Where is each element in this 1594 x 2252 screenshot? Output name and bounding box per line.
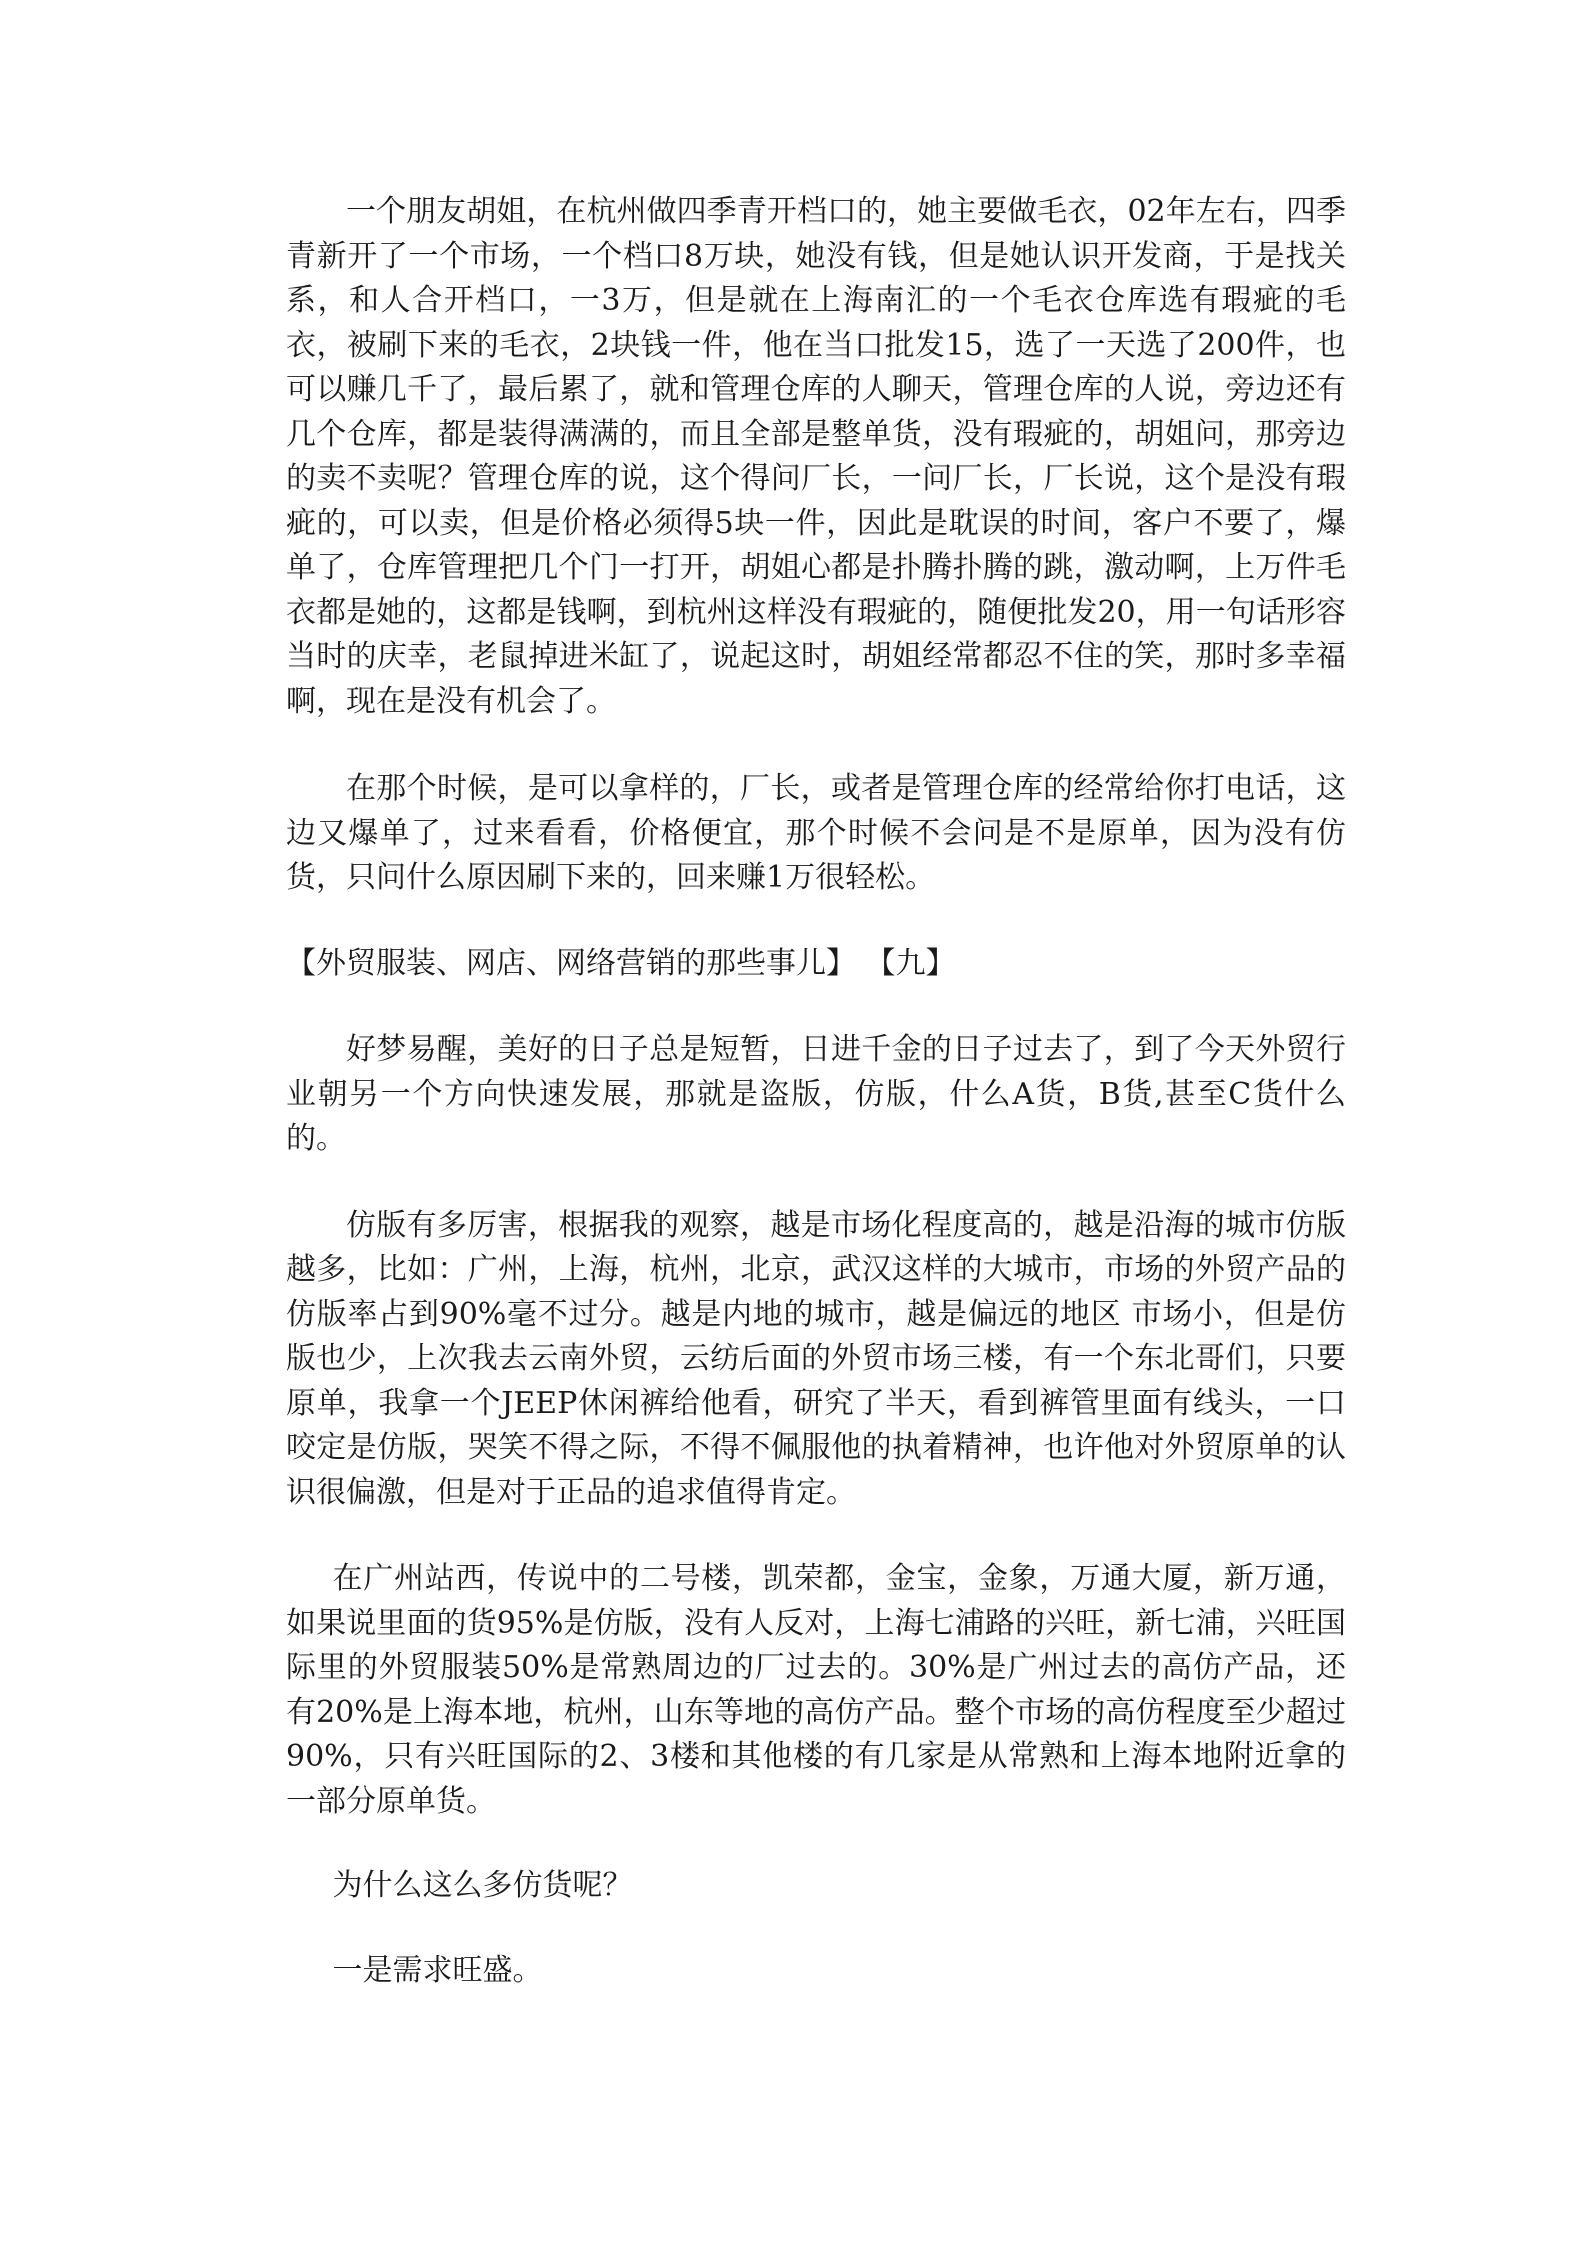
paragraph-spacer: [286, 901, 1346, 942]
paragraph-hu-jie-story: 一个朋友胡姐，在杭州做四季青开档口的，她主要做毛衣，02年左右，四季青新开了一个市场，一个档口8万块，她没有钱，但是她认识开发商，于是找关系，和人合开档口，一3万，但是就在上海南汇的一个毛衣仓库选有瑕疵的毛衣，被刷下来的毛衣，2块钱一件，他在当口批发15，选了一天选了200件，也可以赚几千了，最后累了，就和管理仓库的人聊天，管理仓库的人说，旁边还有几个仓库，都是装得满满的，而且全部是整单货，没有瑕疵的，胡姐问，那旁边的卖不卖呢？管理仓库的说，这个得问厂长，一问厂长，厂长说，这个是没有瑕疵的，可以卖，但是价格必须得5块一件，因此是耽误的时间，客户不要了，爆单了，仓库管理把几个门一打开，胡姐心都是扑腾扑腾的跳，激动啊，上万件毛衣都是她的，这都是钱啊，到杭州这样没有瑕疵的，随便批发20，用一句话形容当时的庆幸，老鼠掉进米缸了，说起这时，胡姐经常都忍不住的笑，那时多幸福啊，现在是没有机会了。: [286, 194, 1346, 719]
paragraph-spacer: [286, 1909, 1346, 1949]
paragraph-question: 为什么这么多仿货呢？: [332, 1868, 633, 1903]
paragraph-spacer: [286, 1162, 1346, 1204]
paragraph-counterfeit-observation: 仿版有多厉害，根据我的观察，越是市场化程度高的，越是沿海的城市仿版越多，比如：广州，上海，杭州，北京，武汉这样的大城市，市场的外贸产品的仿版率占到90%毫不过分。越是内地的城市，越是偏远的地区 市场小，但是仿版也少，上次我去云南外贸，云纺后面的外贸市场三楼，有一个东北哥们，只要原单，我拿一个JEEP休闲裤给他看，研究了半天，看到裤管里面有线头，一口咬定是仿版，哭笑不得之际，不得不佩服他的执着精神，也许他对外贸原单的认识很偏激，但是对于正品的追求值得肯定。: [286, 1207, 1346, 1510]
paragraph-piracy-trend: 好梦易醒，美好的日子总是短暂，日进千金的日子过去了，到了今天外贸行业朝另一个方向快速发展，那就是盗版，仿版，什么A货，B货,甚至C货什么的。: [286, 1032, 1346, 1156]
section-heading: 【外贸服装、网店、网络营销的那些事儿】 【九】: [286, 945, 956, 981]
paragraph-sample-era: 在那个时候，是可以拿样的，厂长，或者是管理仓库的经常给你打电话，这边又爆单了，过来看看，价格便宜，那个时候不会问是不是原单，因为没有仿货，只问什么原因刷下来的，回来赚1万很轻松。: [286, 771, 1346, 895]
paragraph-spacer: [286, 1824, 1346, 1864]
paragraph-spacer: [286, 724, 1346, 767]
paragraph-market-analysis: 在广州站西，传说中的二号楼，凯荣都，金宝，金象，万通大厦，新万通，如果说里面的货95%是仿版，没有人反对，上海七浦路的兴旺，新七浦，兴旺国际里的外贸服装50%是常熟周边的厂过去的。30%是广州过去的高仿产品，还有20%是上海本地，杭州，山东等地的高仿产品。整个市场的高仿程度至少超过90%，只有兴旺国际的2、3楼和其他楼的有几家是从常熟和上海本地附近拿的一部分原单货。: [286, 1561, 1346, 1819]
paragraph-spacer: [286, 1515, 1346, 1557]
document-body: [286, 190, 1346, 1993]
paragraph-spacer: [286, 986, 1346, 1028]
paragraph-first-reason: 一是需求旺盛。: [332, 1952, 543, 1988]
